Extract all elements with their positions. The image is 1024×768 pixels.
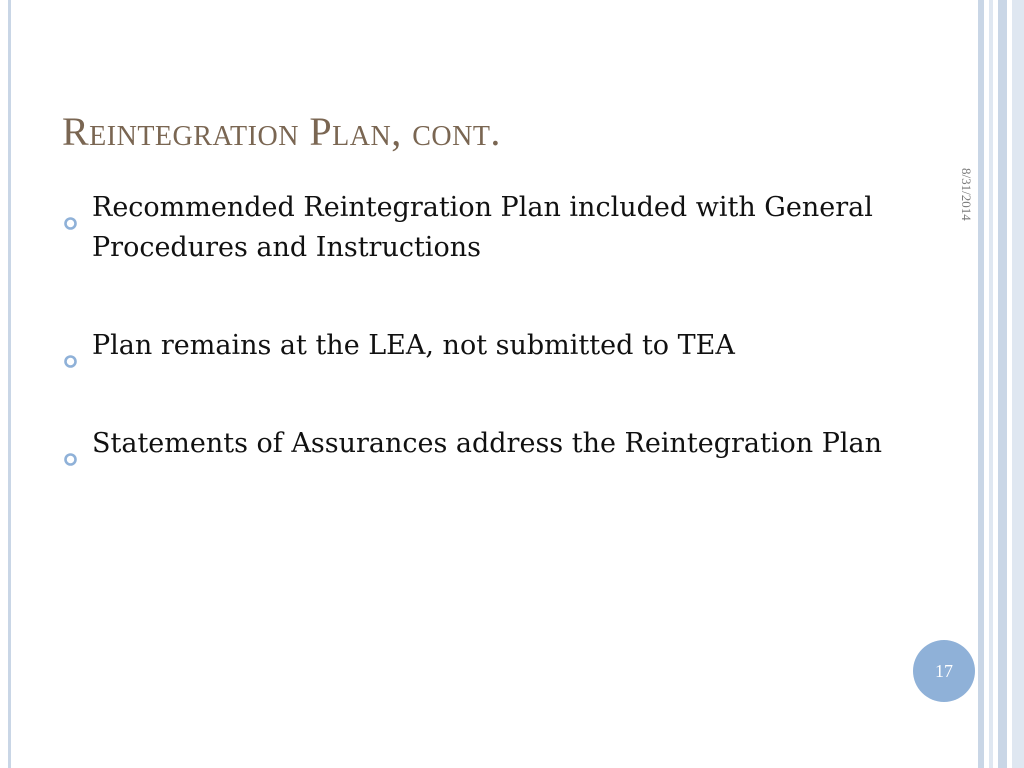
bullet-text: Recommended Reintegration Plan included with General Procedures and Instructions — [92, 192, 873, 263]
right-decorative-stripe — [989, 0, 993, 768]
page-number-badge — [913, 640, 975, 702]
bullet-item — [62, 326, 892, 366]
circle-bullet-icon — [64, 340, 77, 353]
slide-title: Reintegration Plan, cont. — [62, 109, 501, 154]
left-border-rule — [8, 0, 11, 768]
page-number: 17 — [935, 660, 953, 681]
bullet-list — [62, 188, 892, 522]
right-decorative-stripe — [998, 0, 1007, 768]
slide-date: 8/31/2014 — [959, 168, 974, 221]
right-decorative-stripe — [978, 0, 984, 768]
circle-bullet-icon — [64, 438, 77, 451]
right-decorative-stripe — [1012, 0, 1024, 768]
bullet-item — [62, 188, 892, 268]
bullet-text: Plan remains at the LEA, not submitted to TEA — [92, 330, 735, 361]
bullet-text: Statements of Assurances address the Reintegration Plan — [92, 428, 882, 459]
circle-bullet-icon — [64, 202, 77, 215]
bullet-item — [62, 424, 892, 464]
